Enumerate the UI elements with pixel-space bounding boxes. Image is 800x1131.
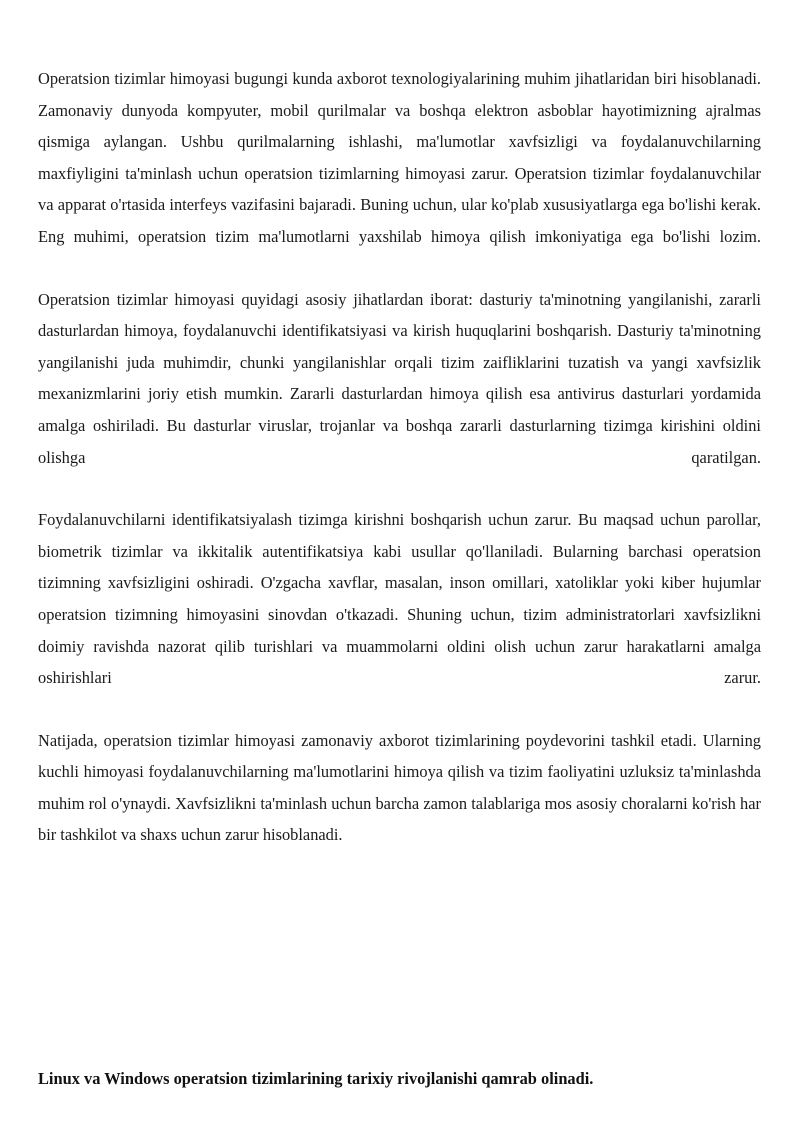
- paragraph-1: Operatsion tizimlar himoyasi bugungi kunda axborot texnologiyalarining muhim jihatlaridan biri hisoblanadi. Zamonaviy dunyoda kompyuter, mobil qurilmalar va boshqa elektron asboblar hayotimizning ajralmas qismiga aylangan. Ushbu qurilmalarning ishlashi, ma'lumotlar xavfsizligi va foydalanuvchilarning maxfiyligini ta'minlash uchun operatsion tizimlarning himoyasi zarur. Operatsion tizimlar foydalanuvchilar va apparat o'rtasida interfeys vazifasini bajaradi. Buning uchun, ular ko'plab xususiyatlarga ega bo'lishi kerak. Eng muhimi, operatsion tizim ma'lumotlarni yaxshilab himoya qilish imkoniyatiga ega bo'lishi lozim.: [38, 69, 761, 246]
- document-body: [38, 63, 761, 851]
- paragraph-3: Foydalanuvchilarni identifikatsiyalash tizimga kirishni boshqarish uchun zarur. Bu maqsad uchun parollar, biometrik tizimlar va ikkitalik autentifikatsiya kabi usullar qo'llaniladi. Bularning barchasi operatsion tizimning xavfsizligini oshiradi. O'zgacha xavflar, masalan, inson omillari, xatoliklar yoki kiber hujumlar operatsion tizimning himoyasini sinovdan o'tkazadi. Shuning uchun, tizim administratorlari xavfsizlikni doimiy ravishda nazorat qilib turishlari va muammolarni oldini olish uchun zarur harakatlarni amalga oshirishlari zarur.: [38, 510, 761, 688]
- paragraph-2: Operatsion tizimlar himoyasi quyidagi asosiy jihatlardan iborat: dasturiy ta'minotning yangilanishi, zararli dasturlardan himoya, foydalanuvchi identifikatsiyasi va kirish huquqlarini boshqarish. Dasturiy ta'minotning yangilanishi juda muhimdir, chunki yangilanishlar orqali tizim zaifliklarini tuzatish va yangi xavfsizlik mexanizmlarini joriy etish mumkin. Zararli dasturlardan himoya qilish esa antivirus dasturlari yordamida amalga oshiriladi. Bu dasturlar viruslar, trojanlar va boshqa zararli dasturlarning tizimga kirishini oldini olishga qaratilgan.: [38, 289, 761, 467]
- section-heading: Linux va Windows operatsion tizimlarining tarixiy rivojlanishi qamrab olinadi.: [38, 1069, 594, 1088]
- paragraph-4: Natijada, operatsion tizimlar himoyasi zamonaviy axborot tizimlarining poydevorini tashkil etadi. Ularning kuchli himoyasi foydalanuvchilarning ma'lumotlarini himoya qilish va tizim faoliyatini uzluksiz ta'minlashda muhim rol o'ynaydi. Xavfsizlikni ta'minlash uchun barcha zamon talablariga mos asosiy choralarni ko'rish har bir tashkilot va shaxs uchun zarur hisoblanadi.: [38, 730, 761, 845]
